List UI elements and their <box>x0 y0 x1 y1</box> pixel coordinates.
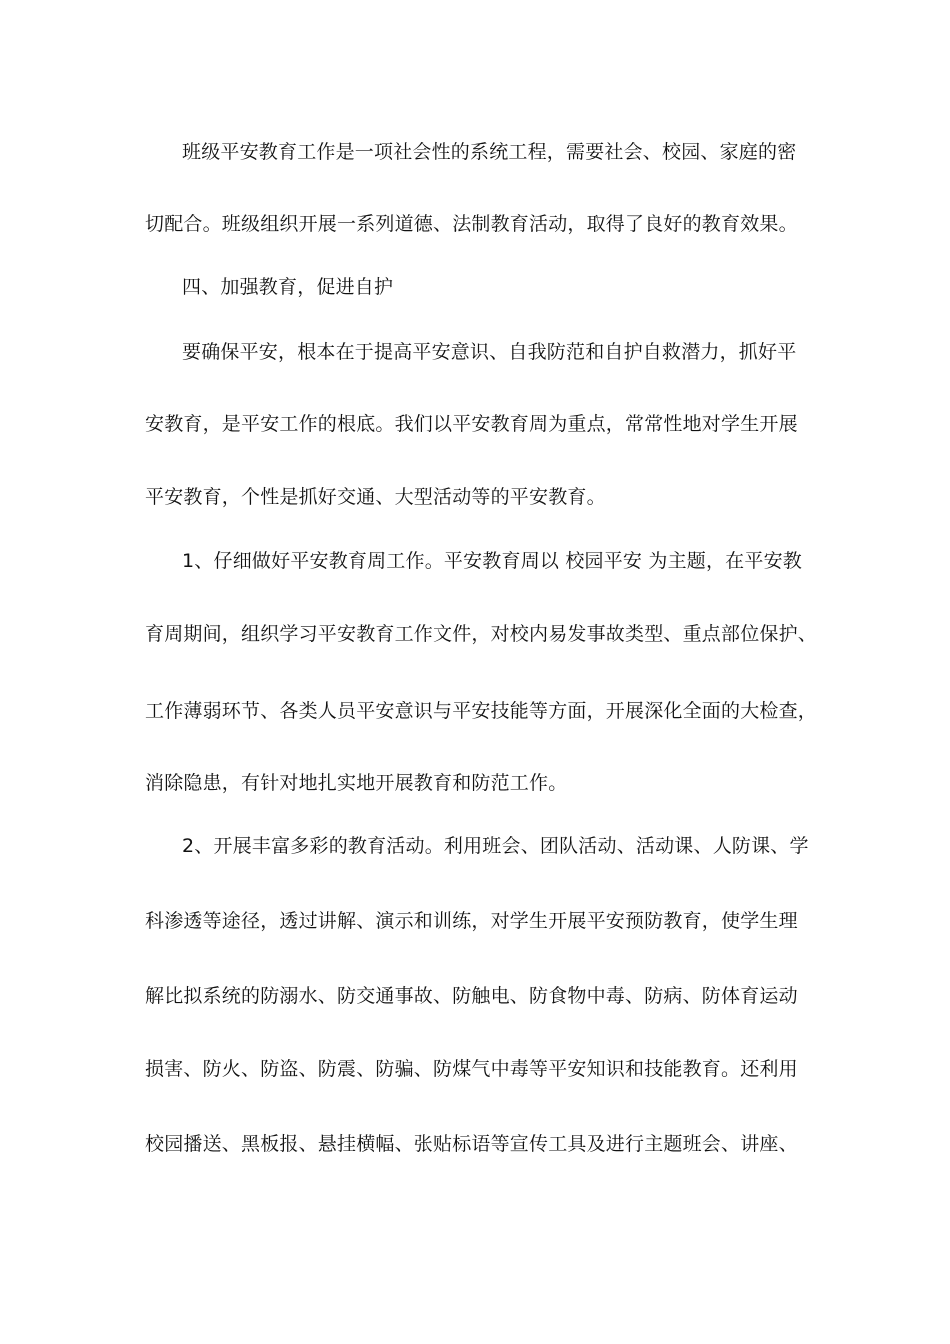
list-item-1-line-2: 育周期间，组织学习平安教育工作文件，对校内易发事故类型、重点部位保护、 <box>145 623 818 645</box>
paragraph-line-1: 班级平安教育工作是一项社会性的系统工程，需要社会、校园、家庭的密 <box>182 141 797 163</box>
list-item-2-line-3: 解比拟系统的防溺水、防交通事故、防触电、防食物中毒、防病、防体育运动 <box>145 985 798 1007</box>
paragraph-line-5: 安教育，是平安工作的根底。我们以平安教育周为重点，常常性地对学生开展 <box>145 413 798 435</box>
paragraph-line-6: 平安教育，个性是抓好交通、大型活动等的平安教育。 <box>145 486 606 508</box>
list-item-2-line-2: 科渗透等途径，透过讲解、演示和训练，对学生开展平安预防教育，使学生理 <box>145 910 798 932</box>
list-item-1-line-4: 消除隐患，有针对地扎实地开展教育和防范工作。 <box>145 772 568 794</box>
list-item-2-line-5: 校园播送、黑板报、悬挂横幅、张贴标语等宣传工具及进行主题班会、讲座、 <box>145 1133 798 1155</box>
list-item-1-line-1: 1、仔细做好平安教育周工作。平安教育周以 校园平安 为主题，在平安教 <box>182 550 802 572</box>
paragraph-line-4: 要确保平安，根本在于提高平安意识、自我防范和自护自救潜力，抓好平 <box>182 341 797 363</box>
list-item-1-line-3: 工作薄弱环节、各类人员平安意识与平安技能等方面，开展深化全面的大检查， <box>145 700 818 722</box>
section-heading: 四、加强教育，促进自护 <box>182 276 394 298</box>
list-item-2-line-4: 损害、防火、防盗、防震、防骗、防煤气中毒等平安知识和技能教育。还利用 <box>145 1058 798 1080</box>
paragraph-line-2: 切配合。班级组织开展一系列道德、法制教育活动，取得了良好的教育效果。 <box>145 213 798 235</box>
list-item-2-line-1: 2、开展丰富多彩的教育活动。利用班会、团队活动、活动课、人防课、学 <box>182 835 809 857</box>
